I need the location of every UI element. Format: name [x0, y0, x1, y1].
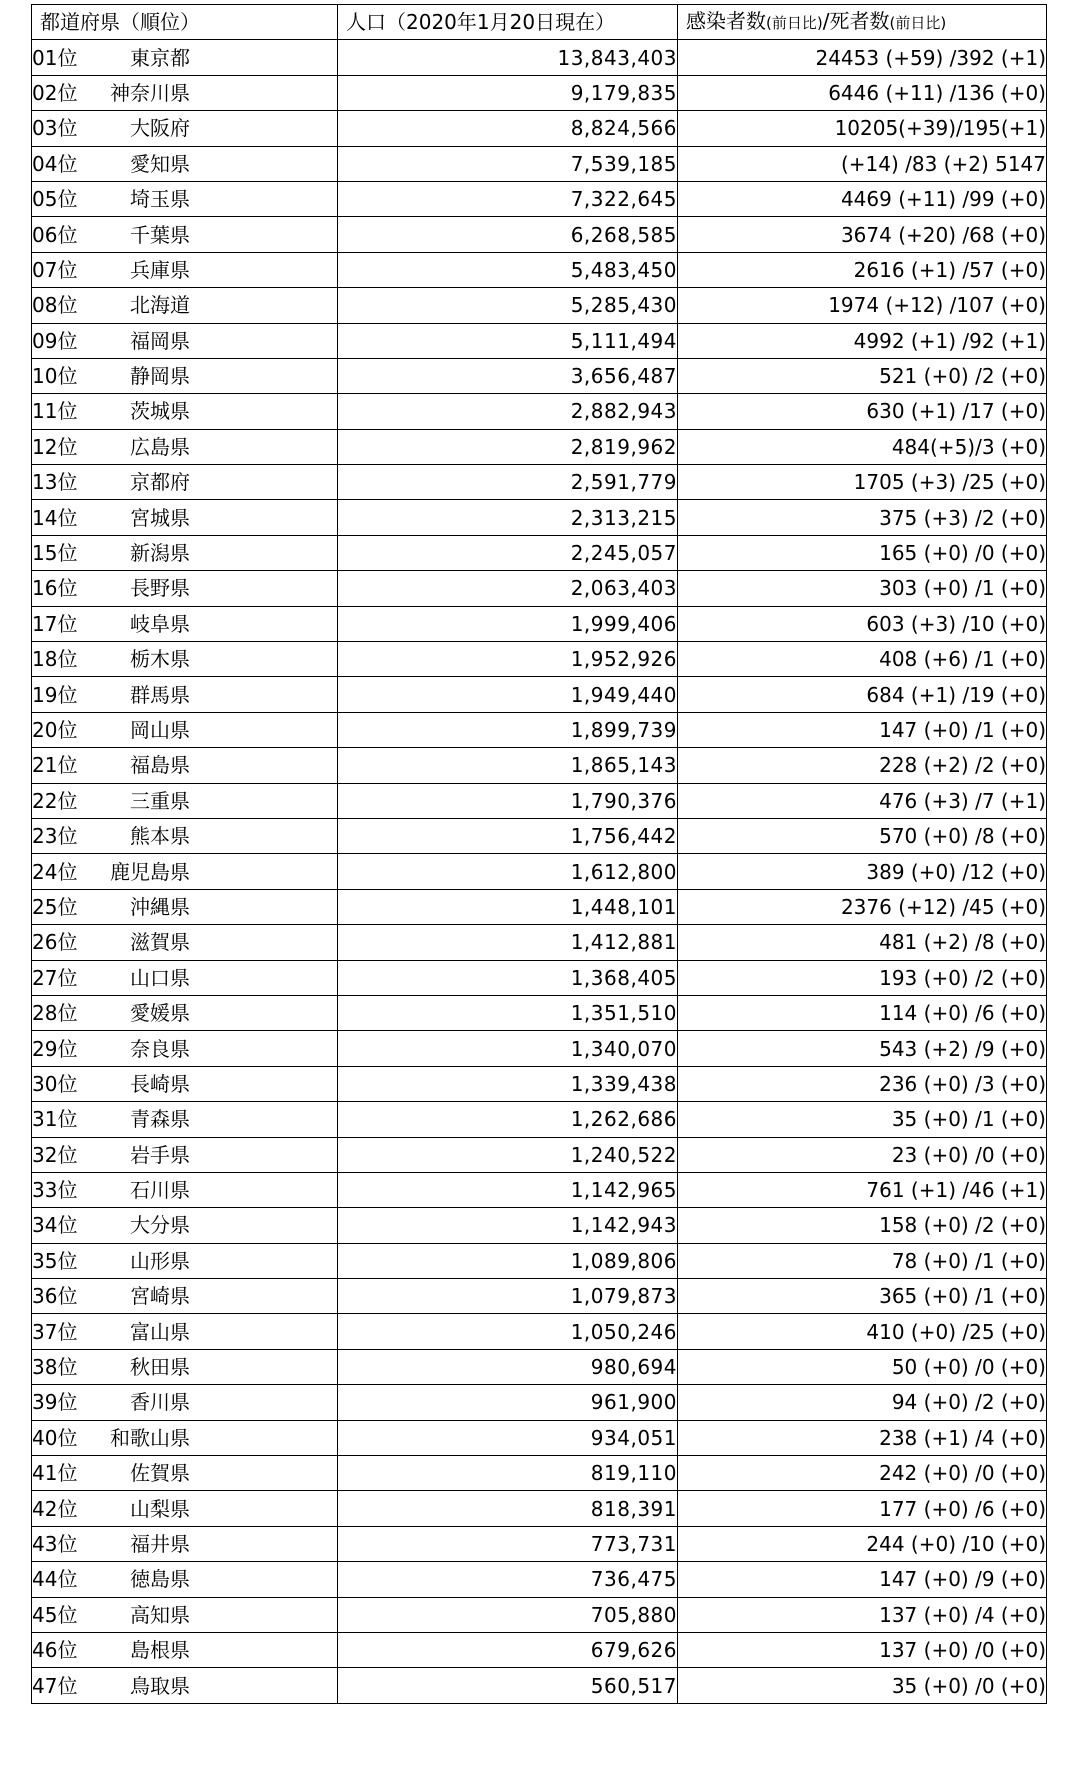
table-row	[32, 394, 1047, 429]
cases-deaths-cell: 375 (+3) /2 (+0)	[678, 500, 1047, 535]
table-row	[32, 535, 1047, 570]
table-row	[32, 925, 1047, 960]
prefecture-cell	[32, 465, 338, 500]
table-row	[32, 111, 1047, 146]
table-row	[32, 1668, 1047, 1703]
prefecture-name: 群馬県	[130, 682, 190, 707]
rank-label: 34位	[32, 1213, 78, 1238]
prefecture-cell	[32, 181, 338, 216]
cases-deaths-cell: 4992 (+1) /92 (+1)	[678, 323, 1047, 358]
table-row	[32, 1208, 1047, 1243]
population-cell: 1,351,510	[338, 995, 678, 1030]
rank-label: 22位	[32, 788, 78, 813]
cases-deaths-cell: 177 (+0) /6 (+0)	[678, 1491, 1047, 1526]
cases-deaths-cell: 543 (+2) /9 (+0)	[678, 1031, 1047, 1066]
prefecture-name: 栃木県	[130, 647, 190, 672]
rank-label: 24位	[32, 859, 78, 884]
rank-label: 08位	[32, 293, 78, 318]
rank-label: 13位	[32, 470, 78, 495]
prefecture-name: 香川県	[130, 1390, 190, 1415]
table-row	[32, 1420, 1047, 1455]
table-row	[32, 854, 1047, 889]
cases-deaths-cell: 630 (+1) /17 (+0)	[678, 394, 1047, 429]
prefecture-name: 高知県	[130, 1602, 190, 1627]
cases-deaths-cell: 35 (+0) /0 (+0)	[678, 1668, 1047, 1703]
rank-label: 36位	[32, 1284, 78, 1309]
population-cell: 7,539,185	[338, 146, 678, 181]
population-cell: 1,790,376	[338, 783, 678, 818]
prefecture-name: 大阪府	[130, 116, 190, 141]
population-cell: 13,843,403	[338, 40, 678, 75]
cases-deaths-cell: 78 (+0) /1 (+0)	[678, 1243, 1047, 1278]
rank-label: 23位	[32, 824, 78, 849]
population-cell: 1,050,246	[338, 1314, 678, 1349]
table-row	[32, 323, 1047, 358]
cases-deaths-cell: 484(+5)/3 (+0)	[678, 429, 1047, 464]
cases-deaths-cell: 137 (+0) /0 (+0)	[678, 1632, 1047, 1667]
prefecture-name: 茨城県	[130, 399, 190, 424]
rank-label: 20位	[32, 718, 78, 742]
prefecture-cell	[32, 1632, 338, 1667]
table-row	[32, 252, 1047, 287]
prefecture-cell	[32, 748, 338, 783]
cases-deaths-cell: 158 (+0) /2 (+0)	[678, 1208, 1047, 1243]
population-cell: 8,824,566	[338, 111, 678, 146]
rank-label: 31位	[32, 1107, 78, 1132]
cases-deaths-cell: 2616 (+1) /57 (+0)	[678, 252, 1047, 287]
prefecture-cell	[32, 1385, 338, 1420]
rank-label: 47位	[32, 1673, 78, 1698]
population-cell: 1,899,739	[338, 712, 678, 747]
table-header-row	[32, 5, 1047, 40]
rank-label: 21位	[32, 753, 78, 778]
table-row	[32, 1066, 1047, 1101]
rank-label: 26位	[32, 930, 78, 955]
population-cell: 773,731	[338, 1526, 678, 1561]
prefecture-name: 大分県	[130, 1213, 190, 1238]
prefecture-name: 山梨県	[130, 1496, 190, 1521]
table-row	[32, 642, 1047, 677]
population-cell: 7,322,645	[338, 181, 678, 216]
table-row	[32, 75, 1047, 110]
prefecture-cell	[32, 75, 338, 110]
population-cell: 1,412,881	[338, 925, 678, 960]
cases-deaths-cell: 4469 (+11) /99 (+0)	[678, 181, 1047, 216]
table-row	[32, 1102, 1047, 1137]
table-row	[32, 1349, 1047, 1384]
cases-deaths-cell: 165 (+0) /0 (+0)	[678, 535, 1047, 570]
rank-label: 02位	[32, 80, 78, 105]
rank-label: 46位	[32, 1638, 78, 1663]
table-row	[32, 1243, 1047, 1278]
cases-deaths-cell: 35 (+0) /1 (+0)	[678, 1102, 1047, 1137]
prefecture-cell	[32, 394, 338, 429]
prefecture-name: 秋田県	[130, 1355, 190, 1380]
cases-deaths-cell: 23 (+0) /0 (+0)	[678, 1137, 1047, 1172]
rank-label: 16位	[32, 576, 78, 601]
prefecture-name: 岡山県	[130, 718, 190, 742]
table-row	[32, 712, 1047, 747]
rank-label: 10位	[32, 364, 78, 389]
population-cell: 1,240,522	[338, 1137, 678, 1172]
table-row	[32, 995, 1047, 1030]
table-row	[32, 748, 1047, 783]
cases-deaths-cell: 228 (+2) /2 (+0)	[678, 748, 1047, 783]
population-cell: 9,179,835	[338, 75, 678, 110]
prefecture-cell	[32, 1562, 338, 1597]
population-cell: 5,111,494	[338, 323, 678, 358]
header-prefecture-rank: 都道府県（順位）	[32, 5, 338, 40]
prefecture-name: 青森県	[130, 1107, 190, 1132]
table-row	[32, 429, 1047, 464]
prefecture-name: 福島県	[130, 753, 190, 778]
table-row	[32, 677, 1047, 712]
prefecture-cell	[32, 925, 338, 960]
header-cases-diff-label: (前日比)	[766, 14, 823, 33]
prefecture-cell	[32, 323, 338, 358]
rank-label: 11位	[32, 399, 78, 424]
cases-deaths-cell: 50 (+0) /0 (+0)	[678, 1349, 1047, 1384]
table-row	[32, 1279, 1047, 1314]
cases-deaths-cell: 137 (+0) /4 (+0)	[678, 1597, 1047, 1632]
population-cell: 1,262,686	[338, 1102, 678, 1137]
header-cases-label: 感染者数	[686, 9, 766, 34]
prefecture-cell	[32, 288, 338, 323]
rank-label: 15位	[32, 541, 78, 566]
rank-label: 14位	[32, 505, 78, 530]
prefecture-cell	[32, 111, 338, 146]
cases-deaths-cell: 236 (+0) /3 (+0)	[678, 1066, 1047, 1101]
prefecture-cell	[32, 995, 338, 1030]
prefecture-cell	[32, 358, 338, 393]
rank-label: 19位	[32, 682, 78, 707]
prefecture-name: 徳島県	[130, 1567, 190, 1592]
population-cell: 679,626	[338, 1632, 678, 1667]
prefecture-cell	[32, 1349, 338, 1384]
table-row	[32, 1456, 1047, 1491]
rank-label: 39位	[32, 1390, 78, 1415]
prefecture-cell	[32, 1172, 338, 1207]
prefecture-name: 熊本県	[130, 824, 190, 849]
table-body	[32, 40, 1047, 1703]
rank-label: 09位	[32, 328, 78, 353]
prefecture-name: 兵庫県	[130, 257, 190, 282]
population-cell: 934,051	[338, 1420, 678, 1455]
table-row	[32, 1385, 1047, 1420]
prefecture-cell	[32, 571, 338, 606]
prefecture-name: 岩手県	[130, 1142, 190, 1167]
prefecture-cell	[32, 500, 338, 535]
population-cell: 1,612,800	[338, 854, 678, 889]
prefecture-name: 埼玉県	[130, 187, 190, 212]
population-cell: 1,142,943	[338, 1208, 678, 1243]
prefecture-name: 広島県	[130, 434, 190, 459]
header-deaths-label: /死者数	[822, 9, 890, 34]
cases-deaths-cell: (+14) /83 (+2) 5147	[678, 146, 1047, 181]
population-cell: 1,142,965	[338, 1172, 678, 1207]
prefecture-cell	[32, 146, 338, 181]
population-cell: 3,656,487	[338, 358, 678, 393]
cases-deaths-cell: 147 (+0) /1 (+0)	[678, 712, 1047, 747]
prefecture-cell	[32, 1420, 338, 1455]
prefecture-cell	[32, 1137, 338, 1172]
table-row	[32, 1314, 1047, 1349]
prefecture-name: 沖縄県	[130, 894, 190, 919]
population-cell: 980,694	[338, 1349, 678, 1384]
rank-label: 28位	[32, 1001, 78, 1026]
population-cell: 1,340,070	[338, 1031, 678, 1066]
rank-label: 42位	[32, 1496, 78, 1521]
population-cell: 819,110	[338, 1456, 678, 1491]
rank-label: 17位	[32, 611, 78, 636]
table-row	[32, 1632, 1047, 1667]
prefecture-name: 愛媛県	[130, 1001, 190, 1026]
prefecture-name: 富山県	[130, 1319, 190, 1344]
prefecture-name: 長野県	[130, 576, 190, 601]
population-cell: 1,952,926	[338, 642, 678, 677]
prefecture-cell	[32, 783, 338, 818]
table-row	[32, 181, 1047, 216]
prefecture-cell	[32, 217, 338, 252]
prefecture-name: 島根県	[130, 1638, 190, 1663]
header-cases-deaths	[678, 5, 1047, 40]
prefecture-cell	[32, 1456, 338, 1491]
cases-deaths-cell: 193 (+0) /2 (+0)	[678, 960, 1047, 995]
prefecture-cell	[32, 40, 338, 75]
rank-label: 38位	[32, 1355, 78, 1380]
rank-label: 27位	[32, 965, 78, 990]
rank-label: 40位	[32, 1425, 78, 1450]
prefecture-cell	[32, 606, 338, 641]
population-cell: 2,063,403	[338, 571, 678, 606]
rank-label: 43位	[32, 1531, 78, 1556]
rank-label: 04位	[32, 151, 78, 176]
population-cell: 1,448,101	[338, 889, 678, 924]
population-cell: 1,756,442	[338, 818, 678, 853]
cases-deaths-cell: 1974 (+12) /107 (+0)	[678, 288, 1047, 323]
population-cell: 736,475	[338, 1562, 678, 1597]
rank-label: 45位	[32, 1602, 78, 1627]
rank-label: 44位	[32, 1567, 78, 1592]
table-row	[32, 358, 1047, 393]
population-cell: 5,483,450	[338, 252, 678, 287]
prefecture-name: 宮崎県	[130, 1284, 190, 1309]
cases-deaths-cell: 242 (+0) /0 (+0)	[678, 1456, 1047, 1491]
prefecture-cell	[32, 889, 338, 924]
header-population: 人口（2020年1月20日現在）	[338, 5, 678, 40]
prefecture-cell	[32, 818, 338, 853]
prefecture-cell	[32, 712, 338, 747]
table-row	[32, 571, 1047, 606]
prefecture-cell	[32, 1526, 338, 1561]
rank-label: 03位	[32, 116, 78, 141]
prefecture-name: 岐阜県	[130, 611, 190, 636]
cases-deaths-cell: 2376 (+12) /45 (+0)	[678, 889, 1047, 924]
prefecture-cell	[32, 1597, 338, 1632]
cases-deaths-cell: 114 (+0) /6 (+0)	[678, 995, 1047, 1030]
prefecture-name: 長崎県	[130, 1071, 190, 1096]
population-cell: 1,949,440	[338, 677, 678, 712]
header-deaths-diff-label: (前日比)	[889, 14, 947, 33]
cases-deaths-cell: 481 (+2) /8 (+0)	[678, 925, 1047, 960]
cases-deaths-cell: 389 (+0) /12 (+0)	[678, 854, 1047, 889]
population-cell: 1,079,873	[338, 1279, 678, 1314]
table-row	[32, 288, 1047, 323]
table-row	[32, 606, 1047, 641]
rank-label: 32位	[32, 1142, 78, 1167]
prefecture-cell	[32, 1031, 338, 1066]
cases-deaths-cell: 3674 (+20) /68 (+0)	[678, 217, 1047, 252]
prefecture-name: 新潟県	[130, 541, 190, 566]
table-row	[32, 889, 1047, 924]
prefecture-ranking-table	[31, 4, 1047, 1704]
population-cell: 2,819,962	[338, 429, 678, 464]
prefecture-cell	[32, 1314, 338, 1349]
table-row	[32, 1031, 1047, 1066]
prefecture-cell	[32, 1102, 338, 1137]
prefecture-cell	[32, 1491, 338, 1526]
prefecture-cell	[32, 642, 338, 677]
prefecture-cell	[32, 1208, 338, 1243]
rank-label: 29位	[32, 1036, 78, 1061]
prefecture-name: 神奈川県	[110, 80, 190, 105]
prefecture-name: 愛知県	[130, 151, 190, 176]
population-cell: 1,368,405	[338, 960, 678, 995]
rank-label: 41位	[32, 1461, 78, 1486]
prefecture-name: 滋賀県	[130, 930, 190, 955]
cases-deaths-cell: 410 (+0) /25 (+0)	[678, 1314, 1047, 1349]
rank-label: 25位	[32, 894, 78, 919]
cases-deaths-cell: 238 (+1) /4 (+0)	[678, 1420, 1047, 1455]
rank-label: 06位	[32, 222, 78, 247]
population-cell: 1,089,806	[338, 1243, 678, 1278]
population-cell: 2,882,943	[338, 394, 678, 429]
prefecture-name: 千葉県	[130, 222, 190, 247]
cases-deaths-cell: 6446 (+11) /136 (+0)	[678, 75, 1047, 110]
table-row	[32, 960, 1047, 995]
prefecture-cell	[32, 960, 338, 995]
table-row	[32, 1562, 1047, 1597]
cases-deaths-cell: 408 (+6) /1 (+0)	[678, 642, 1047, 677]
population-cell: 1,339,438	[338, 1066, 678, 1101]
rank-label: 37位	[32, 1319, 78, 1344]
prefecture-name: 山口県	[130, 965, 190, 990]
population-cell: 2,313,215	[338, 500, 678, 535]
prefecture-name: 三重県	[130, 788, 190, 813]
prefecture-name: 京都府	[130, 470, 190, 495]
population-cell: 2,245,057	[338, 535, 678, 570]
table-row	[32, 1526, 1047, 1561]
prefecture-name: 石川県	[130, 1178, 190, 1203]
population-cell: 818,391	[338, 1491, 678, 1526]
cases-deaths-cell: 244 (+0) /10 (+0)	[678, 1526, 1047, 1561]
cases-deaths-cell: 365 (+0) /1 (+0)	[678, 1279, 1047, 1314]
prefecture-name: 北海道	[130, 293, 190, 318]
cases-deaths-cell: 570 (+0) /8 (+0)	[678, 818, 1047, 853]
rank-label: 01位	[32, 45, 78, 70]
population-cell: 2,591,779	[338, 465, 678, 500]
table-row	[32, 818, 1047, 853]
population-cell: 6,268,585	[338, 217, 678, 252]
prefecture-cell	[32, 429, 338, 464]
rank-label: 33位	[32, 1178, 78, 1203]
table-row	[32, 1172, 1047, 1207]
prefecture-cell	[32, 1066, 338, 1101]
rank-label: 35位	[32, 1248, 78, 1273]
cases-deaths-cell: 10205(+39)/195(+1)	[678, 111, 1047, 146]
cases-deaths-cell: 303 (+0) /1 (+0)	[678, 571, 1047, 606]
prefecture-name: 鹿児島県	[110, 859, 190, 884]
table-row	[32, 146, 1047, 181]
table-row	[32, 500, 1047, 535]
table-row	[32, 783, 1047, 818]
table-row	[32, 217, 1047, 252]
rank-label: 07位	[32, 257, 78, 282]
prefecture-name: 東京都	[130, 45, 190, 70]
rank-label: 18位	[32, 647, 78, 672]
prefecture-name: 福井県	[130, 1531, 190, 1556]
prefecture-cell	[32, 854, 338, 889]
prefecture-name: 和歌山県	[110, 1425, 190, 1450]
cases-deaths-cell: 1705 (+3) /25 (+0)	[678, 465, 1047, 500]
prefecture-cell	[32, 1243, 338, 1278]
population-cell: 705,880	[338, 1597, 678, 1632]
prefecture-cell	[32, 252, 338, 287]
prefecture-cell	[32, 1668, 338, 1703]
prefecture-cell	[32, 677, 338, 712]
prefecture-cell	[32, 535, 338, 570]
table-row	[32, 1137, 1047, 1172]
prefecture-name: 宮城県	[130, 505, 190, 530]
rank-label: 05位	[32, 187, 78, 212]
table-row	[32, 40, 1047, 75]
population-cell: 1,865,143	[338, 748, 678, 783]
table-row	[32, 465, 1047, 500]
cases-deaths-cell: 147 (+0) /9 (+0)	[678, 1562, 1047, 1597]
prefecture-name: 山形県	[130, 1248, 190, 1273]
cases-deaths-cell: 603 (+3) /10 (+0)	[678, 606, 1047, 641]
cases-deaths-cell: 684 (+1) /19 (+0)	[678, 677, 1047, 712]
rank-label: 30位	[32, 1071, 78, 1096]
rank-label: 12位	[32, 434, 78, 459]
prefecture-name: 佐賀県	[130, 1461, 190, 1486]
prefecture-name: 奈良県	[130, 1036, 190, 1061]
population-cell: 961,900	[338, 1385, 678, 1420]
cases-deaths-cell: 94 (+0) /2 (+0)	[678, 1385, 1047, 1420]
population-cell: 5,285,430	[338, 288, 678, 323]
prefecture-name: 静岡県	[130, 364, 190, 389]
prefecture-name: 鳥取県	[130, 1673, 190, 1698]
cases-deaths-cell: 521 (+0) /2 (+0)	[678, 358, 1047, 393]
population-cell: 560,517	[338, 1668, 678, 1703]
cases-deaths-cell: 476 (+3) /7 (+1)	[678, 783, 1047, 818]
table-row	[32, 1491, 1047, 1526]
table-row	[32, 1597, 1047, 1632]
population-cell: 1,999,406	[338, 606, 678, 641]
cases-deaths-cell: 24453 (+59) /392 (+1)	[678, 40, 1047, 75]
cases-deaths-cell: 761 (+1) /46 (+1)	[678, 1172, 1047, 1207]
prefecture-cell	[32, 1279, 338, 1314]
prefecture-name: 福岡県	[130, 328, 190, 353]
